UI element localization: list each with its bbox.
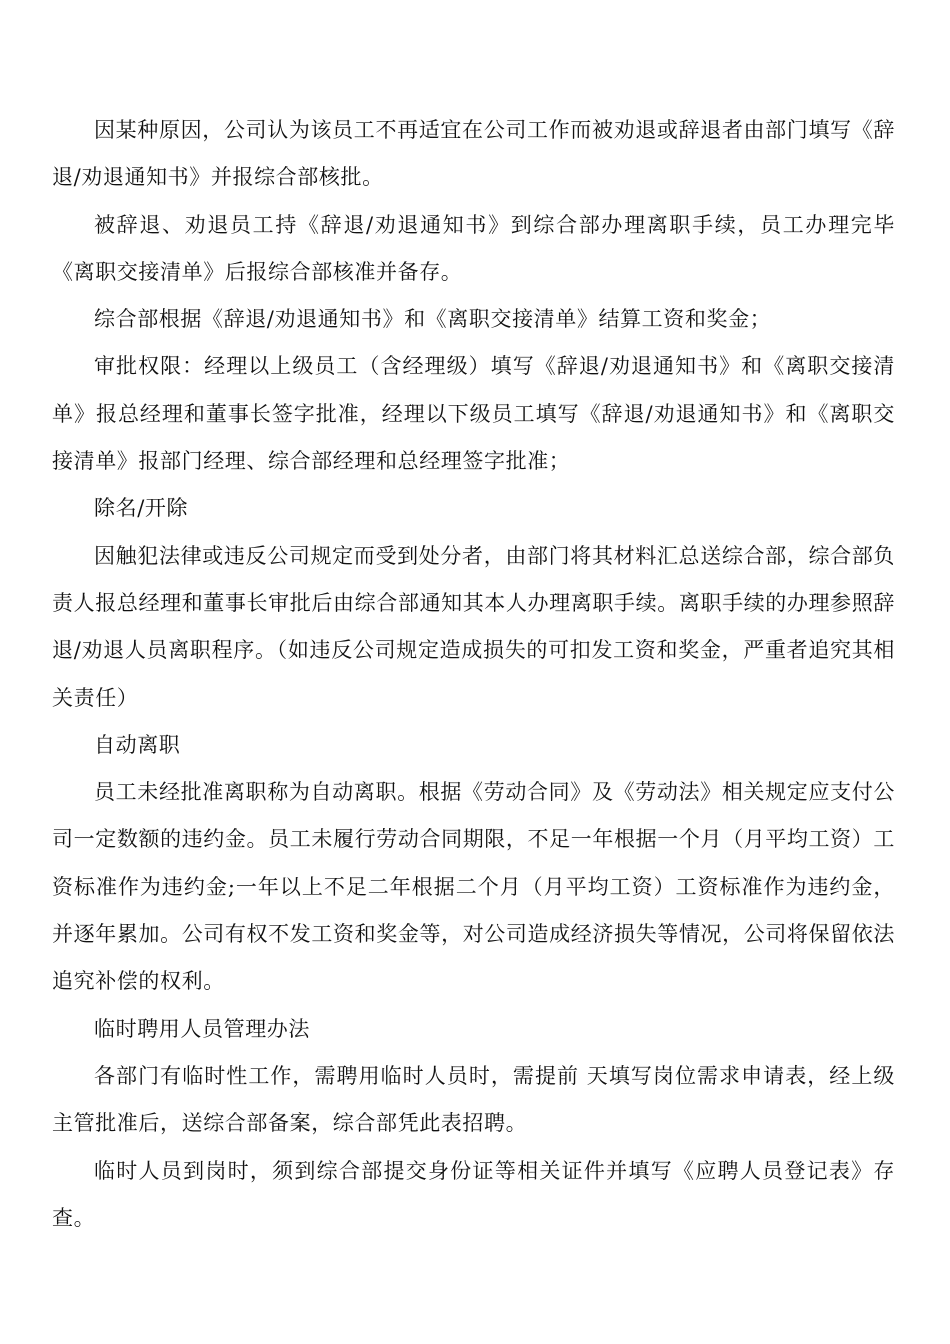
paragraph-expulsion: 因触犯法律或违反公司规定而受到处分者，由部门将其材料汇总送综合部，综合部负责人报总经理和董事长审批后由综合部通知其本人办理离职手续。离职手续的办理参照辞退/劝退人员离职程序。（如违反公司规定造成损失的可扣发工资和奖金，严重者追究其相关责任） (52, 543, 895, 710)
paragraph-temporary-registration: 临时人员到岗时，须到综合部提交身份证等相关证件并填写《应聘人员登记表》存查。 (52, 1158, 895, 1230)
paragraph-salary-settlement: 综合部根据《辞退/劝退通知书》和《离职交接清单》结算工资和奖金； (94, 307, 772, 332)
paragraph-approval-authority: 审批权限：经理以上级员工（含经理级）填写《辞退/劝退通知书》和《离职交接清单》报总经理和董事长签字批准，经理以下级员工填写《辞退/劝退通知书》和《离职交接清单》报部门经理、综合部经理和总经理签字批准； (52, 354, 895, 474)
heading-expulsion: 除名/开除 (94, 496, 189, 521)
heading-temporary-staff: 临时聘用人员管理办法 (94, 1016, 310, 1041)
heading-voluntary-leave: 自动离职 (94, 732, 181, 757)
document-body (52, 107, 895, 1242)
paragraph-temporary-hiring: 各部门有临时性工作，需聘用临时人员时，需提前 天填写岗位需求申请表，经上级主管批准后，送综合部备案，综合部凭此表招聘。 (52, 1063, 895, 1136)
paragraph-voluntary-leave: 员工未经批准离职称为自动离职。根据《劳动合同》及《劳动法》相关规定应支付公司一定数额的违约金。员工未履行劳动合同期限，不足一年根据一个月（月平均工资）工资标准作为违约金;一年以上不足二年根据二个月（月平均工资）工资标准作为违约金，并逐年累加。公司有权不发工资和奖金等，对公司造成经济损失等情况，公司将保留依法追究补偿的权利。 (52, 780, 895, 994)
paragraph-dismissal-intro: 因某种原因，公司认为该员工不再适宜在公司工作而被劝退或辞退者由部门填写《辞退/劝退通知书》并报综合部核批。 (52, 118, 895, 190)
paragraph-dismissal-procedure: 被辞退、劝退员工持《辞退/劝退通知书》到综合部办理离职手续，员工办理完毕《离职交接清单》后报综合部核准并备存。 (52, 212, 895, 284)
